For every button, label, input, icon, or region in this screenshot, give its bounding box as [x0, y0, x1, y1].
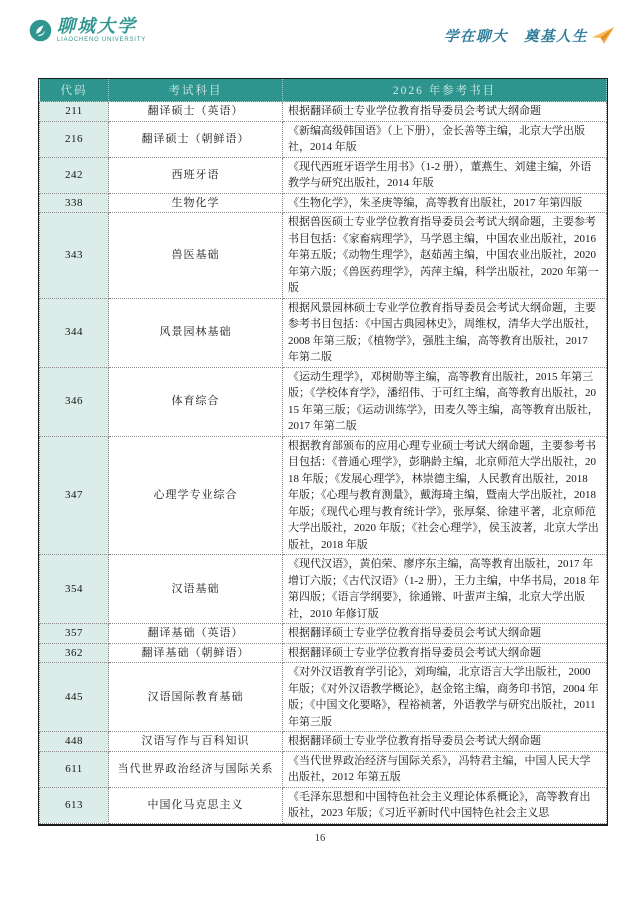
- university-logo-icon: [29, 19, 52, 42]
- table-row: [40, 751, 607, 787]
- column-header-subject: 考试科目: [109, 79, 283, 102]
- subject-cell: 当代世界政治经济与国际关系: [109, 751, 283, 787]
- books-cell: 《对外汉语教育学引论》，刘珣编，北京语言大学出版社，2000 年版；《对外汉语教学概论》，赵金铭主编，商务印书馆，2004 年版；《中国文化要略》，程裕祯著，外语教学与研究出版社，2011 年第三版: [283, 663, 607, 732]
- books-cell: 根据翻译硕士专业学位教育指导委员会考试大纲命题: [283, 102, 607, 122]
- table-row: [40, 624, 607, 644]
- table-row: [40, 436, 607, 555]
- table-row: [40, 193, 607, 213]
- code-cell: 445: [40, 663, 109, 732]
- code-cell: 242: [40, 157, 109, 193]
- subject-cell: 翻译基础（英语）: [109, 624, 283, 644]
- table-row: [40, 298, 607, 367]
- subject-cell: 中国化马克思主义: [109, 787, 283, 823]
- code-cell: 347: [40, 436, 109, 555]
- paper-plane-icon: [592, 27, 614, 44]
- code-cell: 338: [40, 193, 109, 213]
- code-cell: 362: [40, 643, 109, 663]
- university-name-zh: 聊城大学: [57, 16, 137, 36]
- page-number: 16: [314, 833, 326, 844]
- code-cell: 344: [40, 298, 109, 367]
- books-cell: 根据风景园林硕士专业学位教育指导委员会考试大纲命题，主要参考书目包括：《中国古典园林史》，周维权，清华大学出版社，2008 年第三版；《植物学》，强胜主编，高等教育出版社，2017 年第二版: [283, 298, 607, 367]
- subject-cell: 体育综合: [109, 367, 283, 436]
- table-row: [40, 555, 607, 624]
- table-row: [40, 643, 607, 663]
- books-cell: 根据翻译硕士专业学位教育指导委员会考试大纲命题: [283, 643, 607, 663]
- books-cell: 《当代世界政治经济与国际关系》，冯特君主编，中国人民大学出版社，2012 年第五版: [283, 751, 607, 787]
- table-row: [40, 663, 607, 732]
- code-cell: 211: [40, 102, 109, 122]
- university-brand: [29, 17, 146, 43]
- subject-cell: 生物化学: [109, 193, 283, 213]
- books-cell: 《现代汉语》，黄伯荣、廖序东主编，高等教育出版社，2017 年增订六版；《古代汉语》（1-2 册），王力主编，中华书局，2018 年第四版；《语言学纲要》，徐通锵、叶蜚声主编，北京大学出版社，2010 年修订版: [283, 555, 607, 624]
- subject-cell: 翻译硕士（朝鲜语）: [109, 121, 283, 157]
- code-cell: 613: [40, 787, 109, 823]
- books-cell: 根据翻译硕士专业学位教育指导委员会考试大纲命题: [283, 624, 607, 644]
- books-cell: 根据兽医硕士专业学位教育指导委员会考试大纲命题，主要参考书目包括：《家畜病理学》，马学恩主编，中国农业出版社，2016 年第五版；《动物生理学》，赵茹茜主编，中国农业出版社，2020 年第六版；《兽医药理学》，芮萍主编，科学出版社，2020 年第一版: [283, 213, 607, 299]
- books-cell: 《运动生理学》，邓树勋等主编，高等教育出版社，2015 年第三版；《学校体育学》，潘绍伟、于可红主编，高等教育出版社，2015 年第三版；《运动训练学》，田麦久等主编，高等教育出版社，2017 年第二版: [283, 367, 607, 436]
- subject-cell: 翻译硕士（英语）: [109, 102, 283, 122]
- code-cell: 357: [40, 624, 109, 644]
- subject-cell: 汉语写作与百科知识: [109, 732, 283, 752]
- reference-books-table: [38, 78, 608, 826]
- books-cell: 《现代西班牙语学生用书》（1-2 册），董燕生、刘建主编，外语教学与研究出版社，2014 年版: [283, 157, 607, 193]
- table-row: [40, 102, 607, 122]
- slogan: [444, 25, 614, 46]
- table-row: [40, 367, 607, 436]
- code-cell: 448: [40, 732, 109, 752]
- books-cell: 《生物化学》，朱圣庚等编，高等教育出版社，2017 年第四版: [283, 193, 607, 213]
- books-cell: 《新编高级韩国语》（上下册），金长善等主编，北京大学出版社，2014 年版: [283, 121, 607, 157]
- table-row: [40, 121, 607, 157]
- column-header-code: 代码: [40, 79, 109, 102]
- subject-cell: 风景园林基础: [109, 298, 283, 367]
- table-row: [40, 787, 607, 823]
- university-name: [57, 17, 146, 43]
- table-header-row: [40, 79, 607, 102]
- slogan-text: 学在聊大 奠基人生: [444, 29, 588, 45]
- table-row: [40, 213, 607, 299]
- table-row: [40, 157, 607, 193]
- subject-cell: 汉语国际教育基础: [109, 663, 283, 732]
- table-row: [40, 732, 607, 752]
- university-name-en: LIAOCHENG UNIVERSITY: [57, 37, 147, 43]
- books-cell: 根据教育部颁布的应用心理专业硕士考试大纲命题，主要参考书目包括：《普通心理学》，彭聃龄主编，北京师范大学出版社，2018 年版；《发展心理学》，林崇德主编，人民教育出版社，2018 年版；《心理与教育测量》，戴海琦主编，暨南大学出版社，2018 年版；《现代心理与教育统计学》，张厚粲、徐建平著，北京师范大学出版社，2020 年版；《社会心理学》，侯玉波著，北京大学出版社，2018 年版: [283, 436, 607, 555]
- subject-cell: 兽医基础: [109, 213, 283, 299]
- subject-cell: 心理学专业综合: [109, 436, 283, 555]
- code-cell: 343: [40, 213, 109, 299]
- subject-cell: 翻译基础（朝鲜语）: [109, 643, 283, 663]
- code-cell: 216: [40, 121, 109, 157]
- books-cell: 根据翻译硕士专业学位教育指导委员会考试大纲命题: [283, 732, 607, 752]
- code-cell: 346: [40, 367, 109, 436]
- books-cell: 《毛泽东思想和中国特色社会主义理论体系概论》，高等教育出版社，2023 年版；《习近平新时代中国特色社会主义思: [283, 787, 607, 823]
- code-cell: 354: [40, 555, 109, 624]
- code-cell: 611: [40, 751, 109, 787]
- column-header-books: 2026 年参考书目: [283, 79, 607, 102]
- subject-cell: 汉语基础: [109, 555, 283, 624]
- subject-cell: 西班牙语: [109, 157, 283, 193]
